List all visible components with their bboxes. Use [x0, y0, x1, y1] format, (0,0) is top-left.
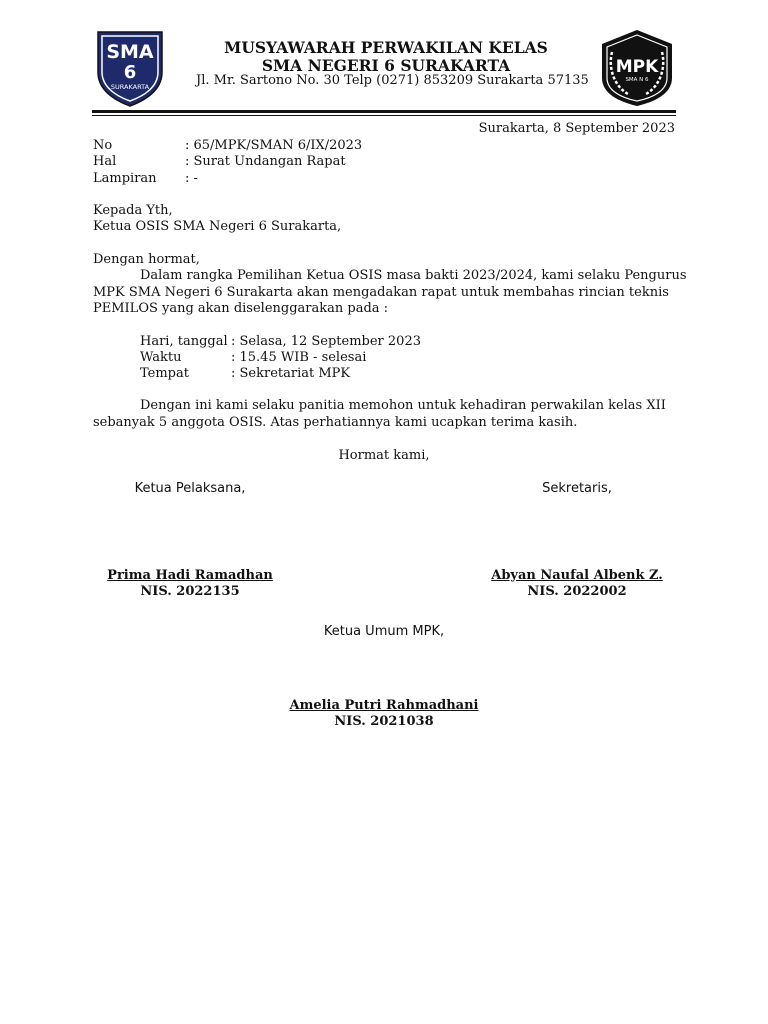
- mpk-badge-logo: [598, 28, 676, 108]
- detail-label-date: Hari, tanggal: [140, 334, 228, 349]
- sma-6-shield-logo: [92, 28, 168, 108]
- meta-label-no: No: [93, 138, 113, 153]
- signer-center-role: Ketua Umum MPK,: [323, 624, 445, 639]
- signer-left-nis: NIS. 2022135: [140, 584, 240, 599]
- header-rule-thin: [92, 115, 676, 116]
- signer-left-role: Ketua Pelaksana,: [134, 481, 246, 496]
- place-date: Surakarta, 8 September 2023: [478, 121, 675, 136]
- signer-right-role: Sekretaris,: [542, 481, 612, 496]
- signer-center-name: Amelia Putri Rahmadhani: [289, 698, 479, 713]
- body-line-3: PEMILOS yang akan diselenggarakan pada :: [93, 301, 389, 316]
- signer-right-name: Abyan Naufal Albenk Z.: [491, 568, 663, 583]
- greeting: Dengan hormat,: [93, 252, 200, 267]
- logo-number-text: 6: [123, 62, 137, 83]
- logo-mpk-subtext: SMA N 6: [625, 77, 649, 83]
- meta-value-no: : 65/MPK/SMAN 6/IX/2023: [185, 138, 363, 153]
- meta-label-lampiran: Lampiran: [93, 171, 157, 186]
- meta-value-lampiran: : -: [185, 171, 198, 186]
- body-line-2: MPK SMA Negeri 6 Surakarta akan mengadakan rapat untuk membahas rincian teknis: [93, 285, 669, 300]
- detail-value-time: : 15.45 WIB - selesai: [231, 350, 367, 365]
- header-rule-thick: [92, 110, 676, 113]
- signer-left-name: Prima Hadi Ramadhan: [107, 568, 273, 583]
- regards: Hormat kami,: [338, 448, 430, 463]
- detail-label-place: Tempat: [140, 366, 189, 381]
- meta-value-hal: : Surat Undangan Rapat: [185, 154, 346, 169]
- closing-line-1: Dengan ini kami selaku panitia memohon untuk kehadiran perwakilan kelas XII: [140, 398, 666, 413]
- recipient-line-1: Kepada Yth,: [93, 203, 173, 218]
- logo-city-text: SURAKARTA: [110, 83, 150, 91]
- signer-right-nis: NIS. 2022002: [527, 584, 627, 599]
- recipient-line-2: Ketua OSIS SMA Negeri 6 Surakarta,: [93, 219, 342, 234]
- detail-value-date: : Selasa, 12 September 2023: [231, 334, 421, 349]
- school-address: Jl. Mr. Sartono No. 30 Telp (0271) 853209 Surakarta 57135: [196, 73, 589, 88]
- closing-line-2: sebanyak 5 anggota OSIS. Atas perhatiannya kami ucapkan terima kasih.: [93, 415, 578, 430]
- body-line-1: Dalam rangka Pemilihan Ketua OSIS masa bakti 2023/2024, kami selaku Pengurus: [140, 268, 687, 283]
- school-name: SMA NEGERI 6 SURAKARTA: [261, 56, 511, 75]
- meta-label-hal: Hal: [93, 154, 117, 169]
- org-name: MUSYAWARAH PERWAKILAN KELAS: [224, 38, 548, 57]
- signer-center-nis: NIS. 2021038: [334, 714, 434, 729]
- detail-label-time: Waktu: [140, 350, 182, 365]
- logo-mpk-text: MPK: [615, 57, 659, 77]
- logo-sma-text: SMA: [106, 41, 154, 63]
- detail-value-place: : Sekretariat MPK: [231, 366, 351, 381]
